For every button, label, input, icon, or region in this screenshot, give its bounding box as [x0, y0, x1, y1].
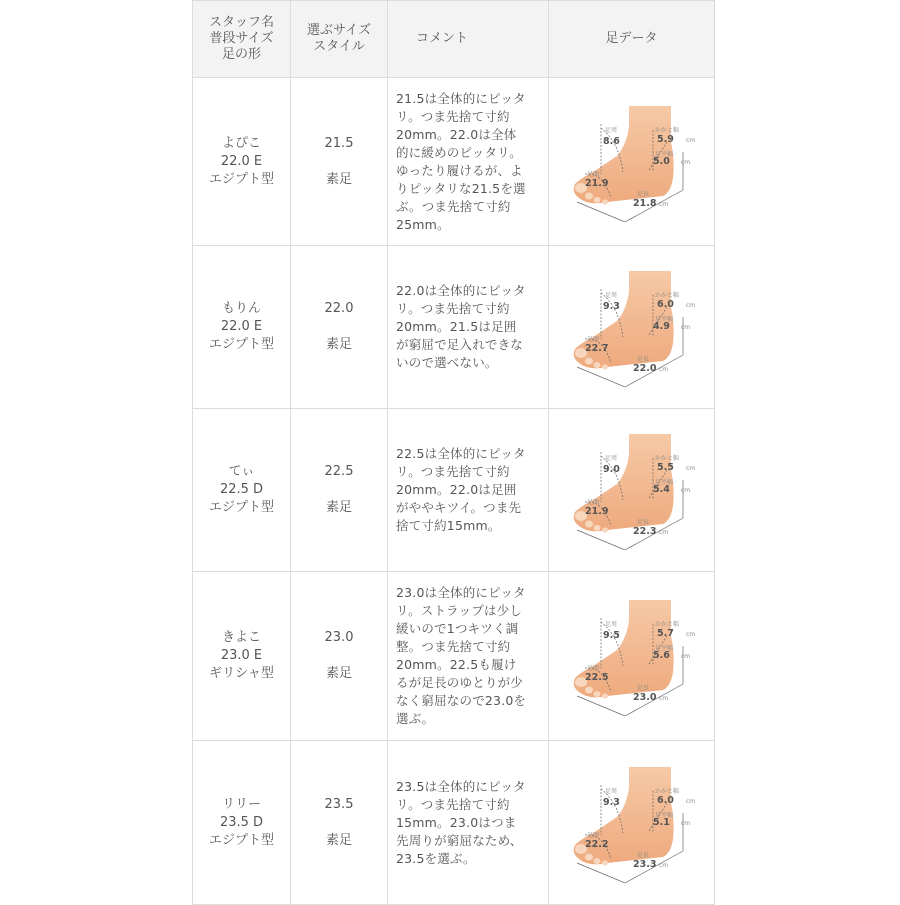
foot-diagram	[567, 430, 697, 550]
foot-shape: ギリシャ型	[209, 666, 274, 681]
length-value: 23.0	[632, 692, 656, 703]
unit-label: cm	[685, 136, 695, 144]
length-value: 21.8	[632, 197, 656, 209]
staff-name: よぴこ	[221, 135, 261, 151]
table-row	[193, 572, 715, 741]
length-label: 足長	[636, 190, 649, 198]
staff-name: リリー	[221, 796, 261, 812]
metatarsal-label: 足平幅	[654, 645, 673, 652]
heel-width-value: 6.0	[656, 794, 674, 806]
heel-width-value: 5.7	[656, 628, 674, 639]
girth-label: 足囲	[586, 336, 599, 343]
usual-size: 22.5 D	[219, 482, 264, 497]
metatarsal-value: 4.9	[652, 321, 670, 332]
chosen-size: 23.0	[324, 630, 354, 645]
heel-width-label: かかと幅	[654, 455, 679, 462]
unit-label: cm	[685, 631, 695, 638]
foot-data-cell	[549, 409, 715, 572]
girth-value: 22.5	[584, 672, 608, 683]
girth-value: 21.9	[584, 506, 608, 517]
foot-data-cell	[549, 572, 715, 741]
comment-text: 21.5は全体的にピッタ リ。つま先捨て寸約 20mm。22.0は全体 的に緩めのピッタリ。 ゆったり履けるが、よ りピッタリな21.5を選 ぶ。つま先捨て寸約 25mm。	[396, 90, 526, 232]
size-cell	[291, 78, 388, 246]
foot-shape: エジプト型	[208, 171, 274, 187]
metatarsal-value: 5.0	[652, 155, 670, 167]
header-comment: コメント	[388, 1, 549, 78]
unit-label: cm	[680, 158, 690, 166]
foot-diagram	[567, 102, 697, 222]
instep-label: 足周	[604, 787, 617, 795]
heel-width-label: かかと幅	[654, 787, 679, 795]
instep-label: 足周	[604, 126, 617, 134]
foot-data-cell	[549, 246, 715, 409]
style: 素足	[325, 500, 352, 515]
metatarsal-label: 足平幅	[654, 479, 673, 486]
comment-cell	[388, 572, 549, 741]
usual-size: 22.0 E	[220, 153, 263, 169]
unit-label: cm	[658, 200, 668, 208]
size-cell	[291, 246, 388, 409]
unit-label: cm	[658, 366, 668, 373]
foot-shape: エジプト型	[208, 832, 274, 848]
girth-label: 足囲	[586, 170, 599, 178]
metatarsal-label: 足平幅	[654, 150, 673, 158]
usual-size: 22.0 E	[220, 319, 263, 334]
staff-name: てぃ	[228, 464, 255, 479]
header-staff: スタッフ名 普段サイズ 足の形	[193, 1, 291, 78]
foot-shape: エジプト型	[208, 500, 274, 515]
girth-value: 22.7	[584, 343, 608, 354]
foot-diagram	[567, 267, 697, 387]
instep-value: 9.5	[602, 630, 620, 641]
table-row	[193, 246, 715, 409]
girth-label: 足囲	[586, 499, 599, 506]
girth-label: 足囲	[586, 831, 599, 839]
size-comparison-table	[192, 0, 715, 905]
unit-label: cm	[680, 819, 690, 827]
instep-value: 9.3	[602, 796, 620, 808]
length-label: 足長	[636, 851, 649, 859]
foot-data-cell	[549, 78, 715, 246]
table-row	[193, 741, 715, 905]
instep-value: 8.6	[602, 135, 620, 147]
staff-cell	[193, 246, 291, 409]
length-label: 足長	[636, 685, 649, 692]
unit-label: cm	[680, 324, 690, 331]
heel-width-label: かかと幅	[654, 621, 679, 628]
chosen-size: 23.5	[324, 796, 354, 812]
length-value: 22.3	[632, 526, 656, 537]
table-row	[193, 78, 715, 246]
style: 素足	[325, 171, 352, 187]
length-value: 23.3	[632, 858, 656, 870]
unit-label: cm	[685, 465, 695, 472]
instep-label: 足周	[604, 621, 617, 628]
unit-label: cm	[658, 529, 668, 536]
header-size: 選ぶサイズ スタイル	[291, 1, 388, 78]
header-row	[193, 1, 715, 78]
comment-text: 22.0は全体的にピッタ リ。つま先捨て寸約 20mm。21.5は足囲 が窮屈で足入れできな いので選べない。	[396, 283, 526, 370]
staff-cell	[193, 409, 291, 572]
instep-label: 足周	[604, 455, 617, 462]
unit-label: cm	[680, 487, 690, 494]
staff-cell	[193, 572, 291, 741]
usual-size: 23.5 D	[219, 814, 264, 830]
unit-label: cm	[658, 861, 668, 869]
comment-cell	[388, 78, 549, 246]
metatarsal-value: 5.4	[652, 484, 670, 495]
girth-label: 足囲	[586, 665, 599, 672]
comment-text: 23.0は全体的にピッタ リ。ストラップは少し 緩いので1つキツく調 整。つま先捨て寸約 20mm。22.5も履け るが足長のゆとりが少 なく窮屈なので23.0を 選ぶ。	[396, 585, 527, 726]
staff-cell	[193, 78, 291, 246]
unit-label: cm	[685, 302, 695, 309]
comment-cell	[388, 246, 549, 409]
foot-diagram	[567, 596, 697, 716]
comment-text: 22.5は全体的にピッタ リ。つま先捨て寸約 20mm。22.0は足囲 がややキツイ。つま先 捨て寸約15mm。	[396, 446, 526, 533]
chosen-size: 21.5	[324, 135, 354, 151]
length-label: 足長	[636, 356, 649, 363]
foot-shape: エジプト型	[208, 337, 274, 352]
metatarsal-value: 5.1	[652, 816, 670, 828]
metatarsal-label: 足平幅	[654, 811, 673, 819]
foot-diagram	[567, 763, 697, 883]
staff-cell	[193, 741, 291, 905]
unit-label: cm	[680, 653, 690, 660]
foot-data-cell	[549, 741, 715, 905]
metatarsal-label: 足平幅	[654, 316, 673, 323]
chosen-size: 22.0	[324, 301, 354, 316]
size-cell	[291, 741, 388, 905]
girth-value: 21.9	[584, 177, 608, 189]
comment-text: 23.5は全体的にピッタ リ。つま先捨て寸約 15mm。23.0はつま 先周りが窮屈なため、 23.5を選ぶ。	[396, 778, 526, 866]
comment-cell	[388, 409, 549, 572]
usual-size: 23.0 E	[220, 648, 263, 663]
size-cell	[291, 409, 388, 572]
comment-cell	[388, 741, 549, 905]
heel-width-value: 5.9	[656, 133, 674, 145]
unit-label: cm	[658, 695, 668, 702]
size-cell	[291, 572, 388, 741]
girth-value: 22.2	[584, 838, 608, 850]
header-foot-data: 足データ	[549, 1, 715, 78]
staff-name: きよこ	[221, 630, 261, 645]
heel-width-label: かかと幅	[654, 292, 679, 299]
staff-name: もりん	[221, 301, 261, 316]
chosen-size: 22.5	[324, 464, 354, 479]
unit-label: cm	[685, 797, 695, 805]
length-label: 足長	[636, 519, 649, 526]
heel-width-value: 5.5	[656, 462, 674, 473]
heel-width-value: 6.0	[656, 299, 674, 310]
heel-width-label: かかと幅	[654, 126, 679, 134]
style: 素足	[325, 337, 352, 352]
length-value: 22.0	[632, 363, 656, 374]
table-row	[193, 409, 715, 572]
instep-value: 9.0	[602, 464, 620, 475]
style: 素足	[325, 832, 352, 848]
instep-value: 9.3	[602, 301, 620, 312]
metatarsal-value: 5.6	[652, 650, 670, 661]
style: 素足	[325, 666, 352, 681]
instep-label: 足周	[604, 292, 617, 299]
